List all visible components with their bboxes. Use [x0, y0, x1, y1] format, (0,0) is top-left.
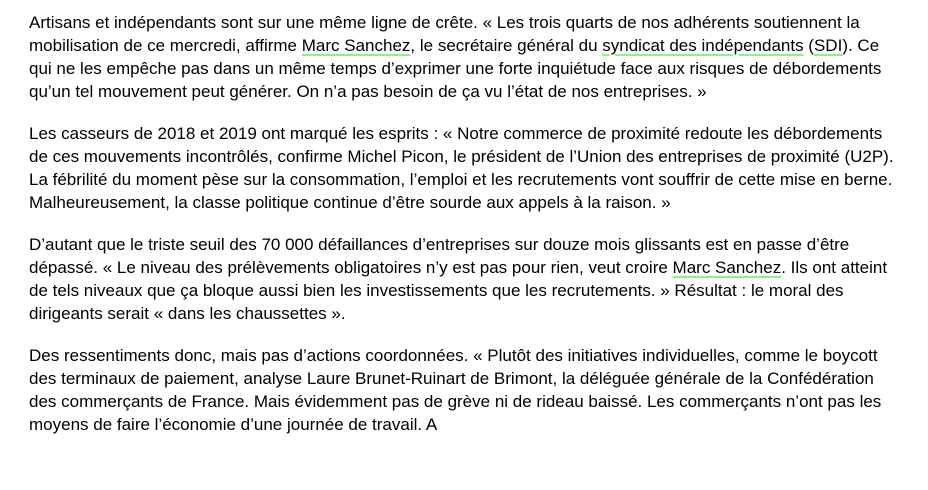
text-run: Artisans et indépendants sont sur une même ligne de crête. « Les trois quarts de nos adhérents soutiennent la mobilisation de ce mercredi, affirme — [29, 13, 860, 55]
text-run: Des ressentiments donc, mais pas d’actions coordonnées. « Plutôt des initiatives individuelles, comme le boycott des terminaux de paiement, analyse Laure Brunet-Ruinart de Brimont, la déléguée générale de la Confédération des commerçants de France. Mais évidemment pas de grève ni de rideau baissé. Les commerçants n’ont pas les moyens de faire l’économie d’une journée de travail. A — [29, 346, 882, 434]
text-run: Les casseurs de 2018 et 2019 ont marqué les esprits : « Notre commerce de proximité redoute les débordements de ces mouvements incontrôlés, confirme Michel Picon, le président de l’Union des entreprises de proximité (U2P). La fébrilité du moment pèse sur la consommation, l’emploi et les recrutements vont souffrir de cette mise en berne. Malheureusement, la classe politique continue d’être sourde aux appels à la raison. » — [29, 124, 894, 212]
text-run: , le secrétaire général du — [410, 36, 603, 55]
paragraph-artisans — [29, 11, 901, 103]
paragraph-ressentiments — [29, 344, 901, 436]
link-syndicat-des-independants[interactable]: syndicat des indépendants — [602, 36, 804, 55]
paragraph-defaillances — [29, 233, 901, 325]
paragraph-casseurs — [29, 122, 901, 214]
link-marc-sanchez[interactable]: Marc Sanchez — [672, 258, 782, 277]
text-run: ( — [803, 36, 814, 55]
text-run: ). Ce qui ne les empêche pas dans un même temps d’exprimer une forte inquiétude face aux risques de débordements qu’un tel mouvement peut générer. On n’a pas besoin de ça vu l’état de nos entreprises. » — [29, 36, 882, 101]
link-sdi[interactable]: SDI — [813, 36, 843, 55]
text-run: . Ils ont atteint de tels niveaux que ça bloque aussi bien les investissements que les recrutements. » Résultat : le moral des dirigeants serait « dans les chaussettes ». — [29, 258, 888, 323]
link-marc-sanchez[interactable]: Marc Sanchez — [301, 36, 411, 55]
text-run: D’autant que le triste seuil des 70 000 défaillances d’entreprises sur douze mois glissants est en passe d’être dépassé. « Le niveau des prélèvements obligatoires n’y est pas pour rien, veut croire — [29, 235, 850, 277]
